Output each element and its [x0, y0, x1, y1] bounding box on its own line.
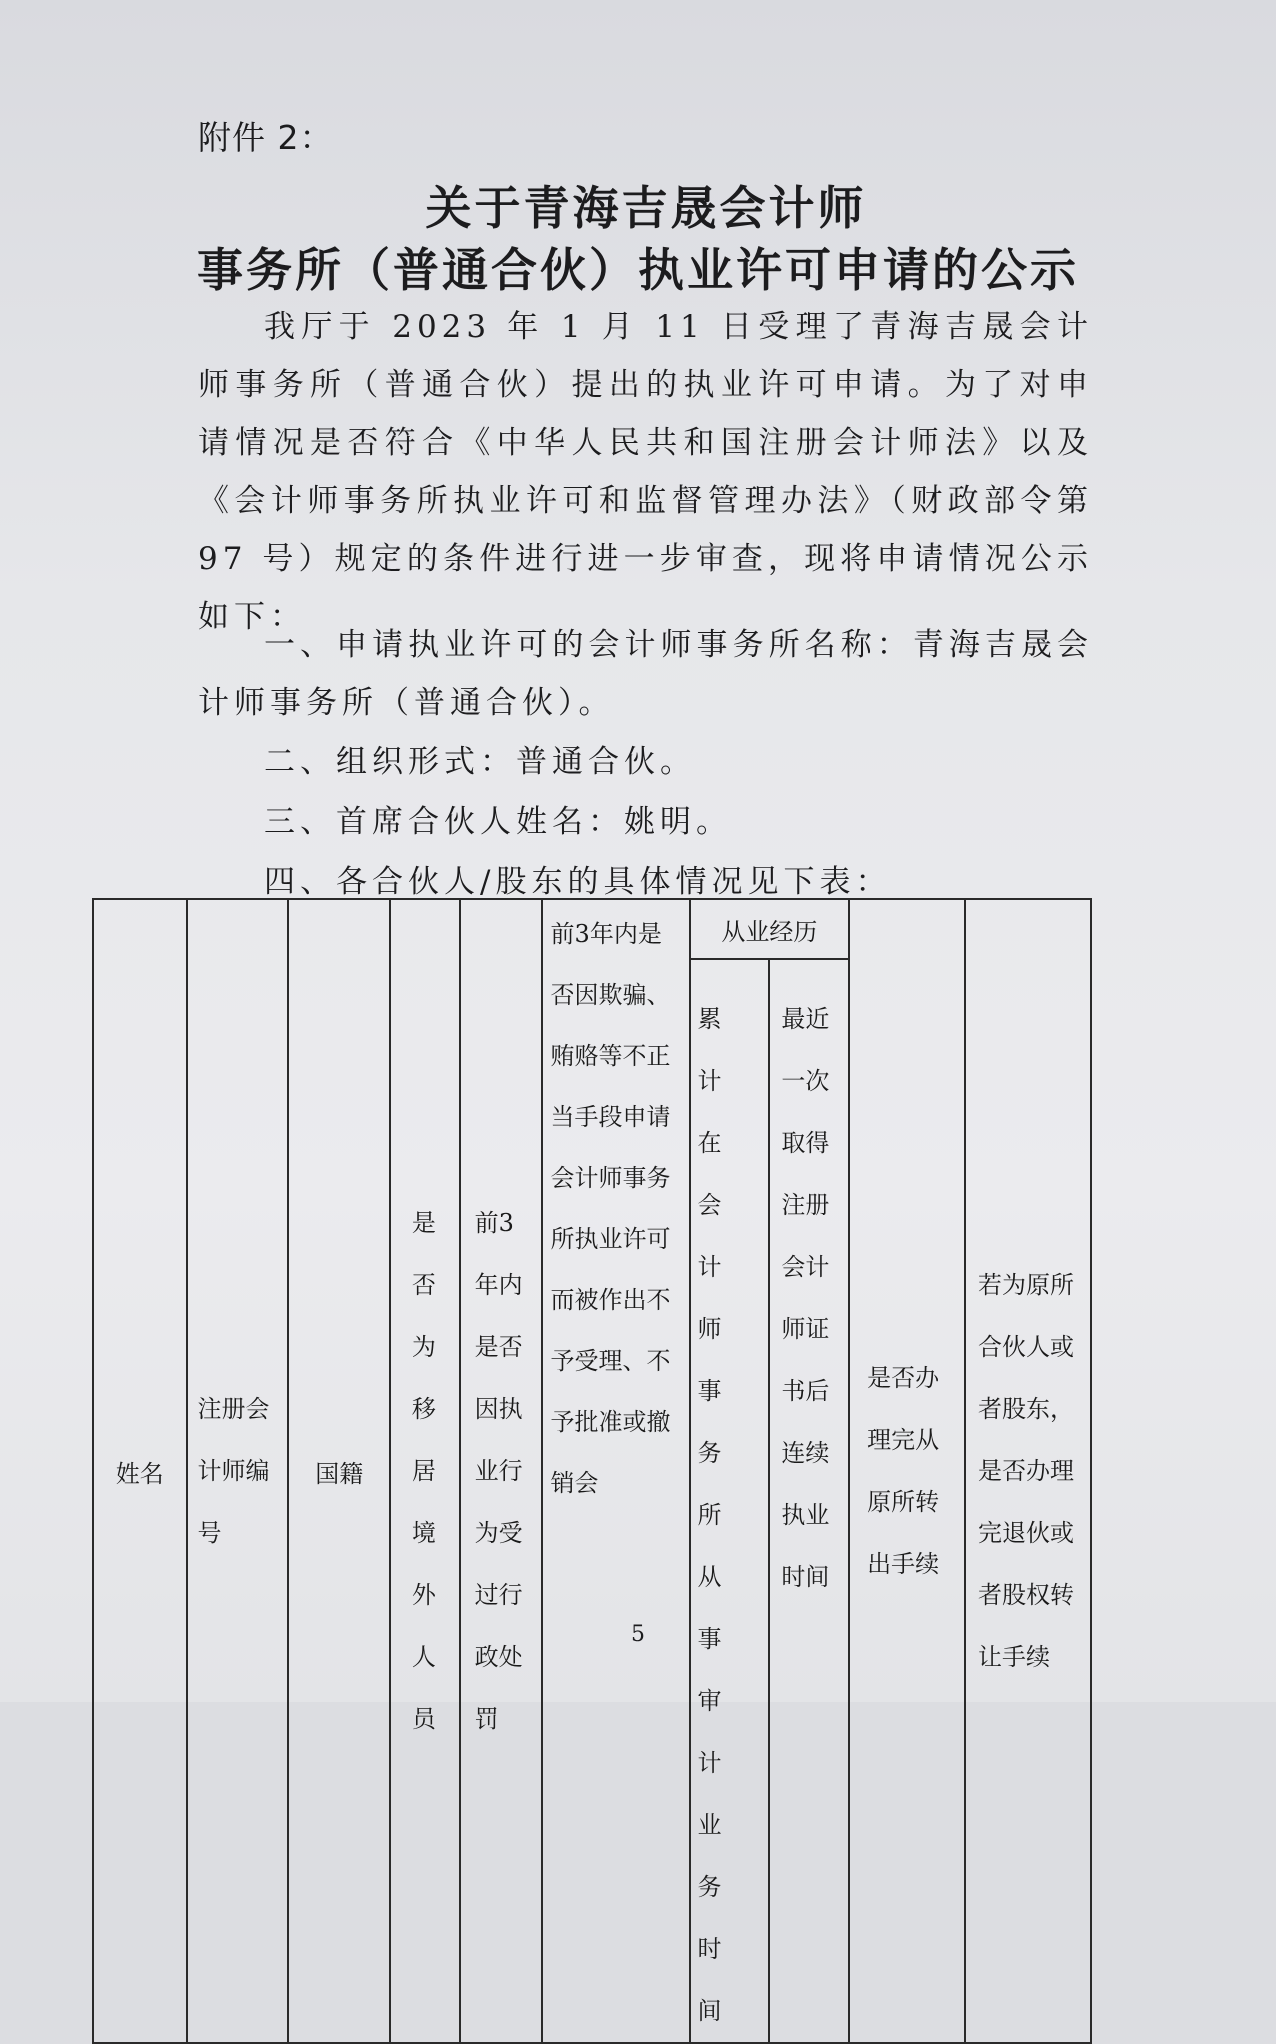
header-continuous-practice-time: 最近一次取得注册会计师证书后连续执业时间: [769, 959, 849, 2043]
header-relocated-abroad: 是否为移居境外人员: [390, 899, 460, 2043]
item-partner-table-intro: 四、各合伙人/股东的具体情况见下表：: [264, 864, 892, 900]
header-improper-means: 前3年内是否因欺骗、贿赂等不正当手段申请会计师事务所执业许可而被作出不予受理、不予批准或撤销会: [542, 899, 690, 2043]
item-chief-partner: 三、首席合伙人姓名：姚明。: [264, 804, 732, 840]
header-experience: 从业经历: [690, 899, 850, 959]
header-total-audit-time: 累计在会计师事务所从事审计业务时间: [690, 959, 770, 2043]
header-cpa-number: 注册会计师编号: [187, 899, 289, 2043]
header-nationality: 国籍: [288, 899, 390, 2043]
header-withdrawal: 若为原所合伙人或者股东，是否办理完退伙或者股权转让手续: [965, 899, 1091, 2043]
attachment-label: 附件 2：: [198, 118, 334, 157]
title-line-2: 事务所（普通合伙）执业许可申请的公示: [197, 243, 1079, 297]
header-transfer-out: 是否办理完从原所转出手续: [849, 899, 965, 2043]
item-firm-name: 一、申请执业许可的会计师事务所名称：青海吉晟会计师事务所（普通合伙）。: [198, 627, 1093, 721]
header-name: 姓名: [93, 899, 187, 2043]
partner-table: [92, 898, 1092, 2044]
page-number: 5: [631, 1622, 645, 1647]
item-org-form: 二、组织形式：普通合伙。: [264, 744, 696, 780]
header-admin-penalty: 前3年内是否因执业行为受过行政处罚: [460, 899, 542, 2043]
title-line-1: 关于青海吉晟会计师: [425, 181, 867, 235]
intro-paragraph: 我厅于 2023 年 1 月 11 日受理了青海吉晟会计师事务所（普通合伙）提出的执业许可申请。为了对申请情况是否符合《中华人民共和国注册会计师法》以及《会计师事务所执业许可和监督管理办法》（财政部令第 97 号）规定的条件进行进一步审查，现将申请情况公示如下：: [198, 309, 1093, 635]
